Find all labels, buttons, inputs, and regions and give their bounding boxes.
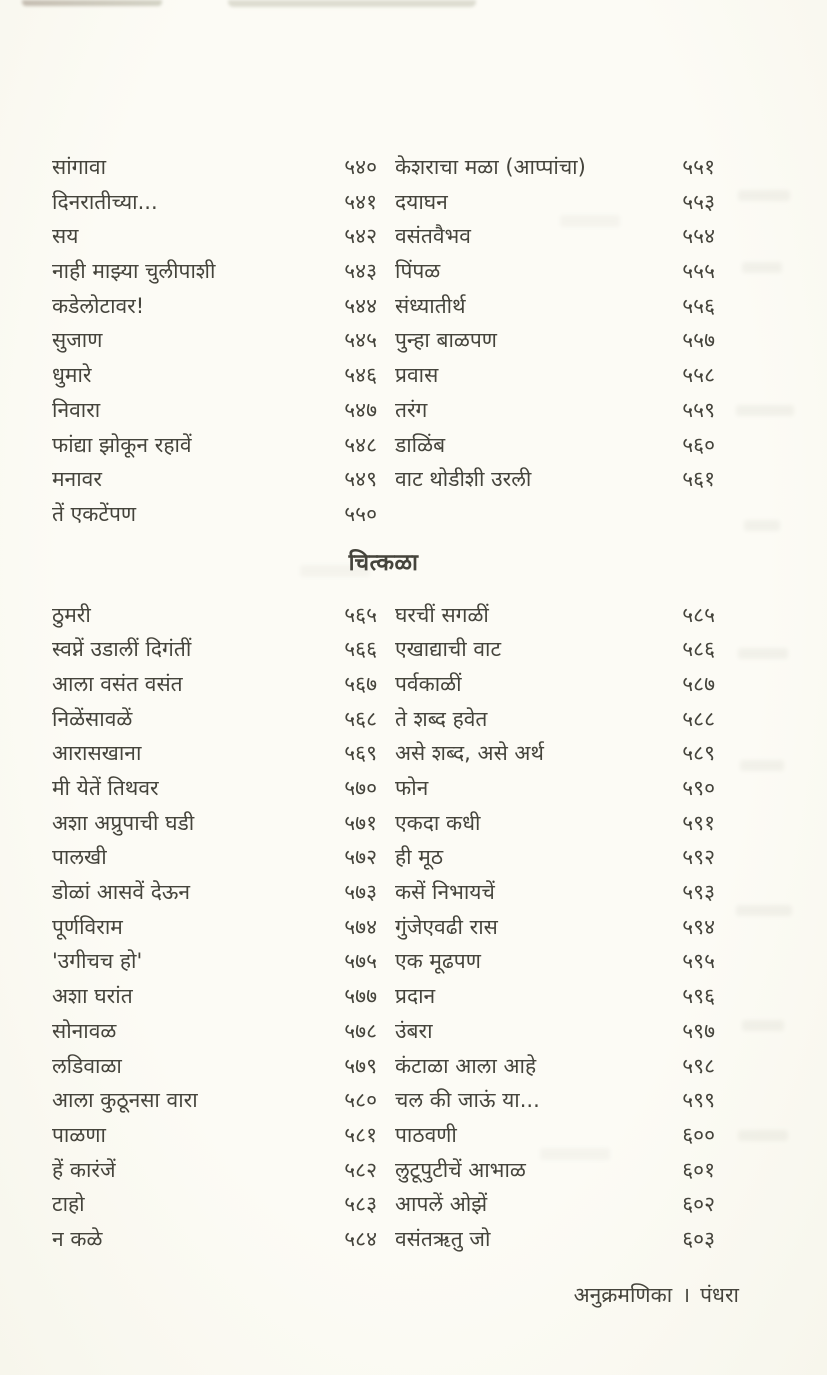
toc-entry-page-left: ५६९ — [344, 741, 377, 766]
toc-entry-title-left: ठुमरी — [52, 602, 91, 627]
toc-entry-title-left: सांगावा — [52, 155, 107, 179]
toc-entry-title-right: कसें निभायचें — [395, 880, 495, 905]
toc-entry-title-right: एखाद्याची वाट — [395, 637, 502, 662]
toc-entry-title-right: चल की जाऊं या... — [395, 1088, 540, 1113]
toc-entry-page-left: ५६७ — [344, 671, 377, 696]
toc-section-1 — [52, 150, 715, 532]
toc-entry-title-left: पूर्णविराम — [52, 914, 123, 939]
toc-entry-page-right: ५९६ — [682, 984, 715, 1009]
toc-entry-title-left: अशा अप्रुपाची घडी — [52, 810, 195, 835]
toc-row — [52, 323, 715, 358]
toc-entry-page-right: ५५८ — [682, 363, 715, 388]
toc-row — [52, 254, 715, 289]
toc-entry-page-left: ५७८ — [344, 1018, 377, 1043]
toc-entry-page-right: ५८५ — [682, 602, 715, 627]
toc-entry-title-left: आला कुठूनसा वारा — [52, 1088, 198, 1113]
toc-entry-page-left: ५७९ — [344, 1053, 377, 1078]
toc-entry-title-left: डोळां आसवें देऊन — [52, 880, 191, 905]
toc-entry-page-right: ५८९ — [682, 741, 715, 766]
toc-entry-title-right: वसंतवैभव — [395, 224, 471, 249]
ink-bleed-mark — [740, 760, 784, 771]
toc-entry-page-left: ५७३ — [344, 880, 377, 905]
toc-entry-title-right: दयाघन — [395, 189, 448, 214]
toc-entry-title-left: हें कारंजें — [52, 1157, 116, 1182]
toc-row — [52, 497, 715, 532]
toc-entry-title-right: डाळिंब — [395, 432, 446, 457]
toc-entry-page-left: ५४९ — [344, 467, 377, 492]
toc-entry-title-right: केशराचा मळा (आप्पांचा) — [395, 155, 586, 179]
toc-entry-title-left: टाहो — [52, 1192, 85, 1217]
toc-row — [52, 1153, 715, 1188]
toc-entry-page-left: ५६८ — [344, 706, 377, 731]
toc-entry-page-left: ५४० — [344, 155, 377, 179]
toc-entry-title-left: मनावर — [52, 467, 102, 492]
toc-entry-page-right: ५९९ — [682, 1088, 715, 1113]
toc-entry-page-left: ५७२ — [344, 845, 377, 870]
section-heading: चित्कळा — [348, 549, 419, 576]
toc-entry-title-right: पर्वकाळीं — [395, 671, 462, 696]
table-of-contents — [52, 150, 715, 1257]
toc-row — [52, 598, 715, 633]
ink-bleed-mark — [736, 905, 792, 916]
toc-entry-title-right: आपलें ओझें — [395, 1192, 488, 1217]
toc-entry-page-left: ५८३ — [344, 1192, 377, 1217]
toc-entry-title-right: पाठवणी — [395, 1122, 457, 1147]
toc-entry-title-left: अशा घरांत — [52, 984, 133, 1009]
toc-row — [52, 358, 715, 393]
toc-entry-page-left: ५८० — [344, 1088, 377, 1113]
toc-row — [52, 944, 715, 979]
ink-bleed-mark — [738, 1130, 788, 1141]
toc-entry-page-left: ५४७ — [344, 397, 377, 422]
toc-row — [52, 771, 715, 806]
toc-entry-page-right: ५५५ — [682, 259, 715, 284]
toc-entry-page-right: ५९७ — [682, 1018, 715, 1043]
toc-rows-section-2 — [52, 598, 715, 1257]
toc-entry-title-left: सय — [52, 224, 79, 249]
toc-entry-title-left: आरासखाना — [52, 741, 142, 766]
ink-bleed-mark — [738, 648, 788, 659]
toc-entry-page-right: ५९१ — [682, 810, 715, 835]
toc-row — [52, 840, 715, 875]
toc-entry-page-left: ५७७ — [344, 984, 377, 1009]
toc-entry-page-right: ५५१ — [682, 155, 715, 179]
toc-row — [52, 462, 715, 497]
toc-entry-title-right: ही मूठ — [395, 845, 444, 870]
toc-entry-page-left: ५४३ — [344, 259, 377, 284]
toc-row — [52, 428, 715, 463]
toc-entry-page-right: ५८६ — [682, 637, 715, 662]
toc-entry-title-left: नाही माझ्या चुलीपाशी — [52, 259, 216, 284]
toc-entry-title-left: आला वसंत वसंत — [52, 671, 183, 696]
toc-row — [52, 1083, 715, 1118]
toc-entry-title-left: मी येतें तिथवर — [52, 776, 159, 800]
toc-entry-title-right: पुन्हा बाळपण — [395, 328, 497, 353]
toc-entry-title-right: तरंग — [395, 397, 428, 422]
toc-entry-page-right: ५६१ — [682, 467, 715, 492]
toc-entry-title-right: संध्यातीर्थ — [395, 293, 466, 318]
toc-entry-page-left: ५४२ — [344, 224, 377, 249]
toc-entry-title-left: न कळे — [52, 1226, 103, 1251]
toc-entry-page-right: ५९३ — [682, 880, 715, 905]
toc-entry-title-right: प्रवास — [395, 363, 439, 388]
toc-entry-page-right: ५५४ — [682, 224, 715, 249]
toc-entry-title-right: वाट थोडीशी उरली — [395, 467, 532, 492]
toc-entry-page-right: ५९० — [682, 776, 715, 800]
toc-row — [52, 632, 715, 667]
toc-entry-page-left: ५७० — [344, 776, 377, 800]
toc-rows-section-1 — [52, 150, 715, 532]
toc-entry-page-left: ५७१ — [344, 810, 377, 835]
toc-entry-title-left: दिनरातीच्या... — [52, 189, 158, 214]
toc-entry-title-left: निळेंसावळें — [52, 706, 133, 731]
toc-entry-title-right: असे शब्द, असे अर्थ — [395, 741, 544, 766]
toc-entry-page-right: ५९२ — [682, 845, 715, 870]
page-footer — [574, 1281, 739, 1309]
toc-entry-page-right: ६०१ — [682, 1157, 715, 1182]
toc-entry-page-left: ५८४ — [344, 1226, 377, 1251]
toc-entry-title-right: उंबरा — [395, 1018, 433, 1043]
toc-entry-title-left: तें एकटेंपण — [52, 501, 137, 526]
toc-entry-page-left: ५८२ — [344, 1157, 377, 1182]
ink-bleed-mark — [742, 262, 782, 273]
toc-entry-title-left: पालखी — [52, 845, 107, 870]
toc-entry-page-right: ५५७ — [682, 328, 715, 353]
toc-entry-title-right: ते शब्द हवेत — [395, 706, 488, 731]
toc-entry-page-right: ५९८ — [682, 1053, 715, 1078]
toc-entry-title-left: 'उगीचच हो' — [52, 949, 143, 974]
scan-edge-smudge — [228, 0, 476, 7]
toc-entry-page-right: ५८७ — [682, 671, 715, 696]
toc-entry-page-left: ५६६ — [344, 637, 377, 662]
toc-entry-page-right: ५८८ — [682, 706, 715, 731]
toc-row — [52, 910, 715, 945]
toc-row — [52, 150, 715, 185]
toc-entry-title-left: स्वप्नें उडालीं दिगंतीं — [52, 637, 192, 662]
toc-entry-title-left: सुजाण — [52, 328, 103, 353]
toc-entry-page-left: ५४६ — [344, 363, 377, 388]
toc-row — [52, 806, 715, 841]
scan-edge-smudge — [22, 0, 162, 6]
toc-entry-title-right: घरचीं सगळीं — [395, 602, 489, 627]
toc-entry-title-left: फांद्या झोकून रहावें — [52, 432, 192, 457]
toc-entry-title-left: धुमारे — [52, 363, 92, 388]
toc-entry-title-left: पाळणा — [52, 1122, 106, 1147]
toc-entry-title-left: कडेलोटावर! — [52, 293, 145, 318]
toc-entry-page-left: ५५० — [344, 501, 377, 526]
toc-entry-page-right: ५५९ — [682, 397, 715, 422]
toc-row — [52, 667, 715, 702]
toc-row — [52, 702, 715, 737]
footer-page-number-word: पंधरा — [700, 1283, 739, 1307]
toc-row — [52, 1222, 715, 1257]
toc-entry-page-left: ५७५ — [344, 949, 377, 974]
toc-row — [52, 289, 715, 324]
toc-entry-page-left: ५४८ — [344, 432, 377, 457]
footer-separator: । — [682, 1283, 691, 1307]
toc-entry-title-left: लडिवाळा — [52, 1053, 122, 1078]
toc-row — [52, 1049, 715, 1084]
toc-entry-page-left: ५४५ — [344, 328, 377, 353]
toc-row — [52, 875, 715, 910]
ink-bleed-mark — [744, 520, 780, 531]
ink-bleed-mark — [736, 405, 794, 416]
toc-row — [52, 219, 715, 254]
toc-entry-title-right: वसंतऋतु जो — [395, 1226, 491, 1251]
toc-entry-page-right: ५५३ — [682, 189, 715, 214]
toc-section-2 — [52, 598, 715, 1257]
ink-bleed-mark — [742, 1020, 784, 1031]
toc-entry-page-left: ५४४ — [344, 293, 377, 318]
toc-entry-title-right: फोन — [395, 776, 429, 800]
toc-entry-title-right: एकदा कधी — [395, 810, 481, 835]
toc-entry-page-left: ५४१ — [344, 189, 377, 214]
toc-entry-title-right: कंटाळा आला आहे — [395, 1053, 537, 1078]
toc-entry-page-right: ६०२ — [682, 1192, 715, 1217]
toc-entry-page-left: ५६५ — [344, 602, 377, 627]
toc-entry-page-right: ६०३ — [682, 1226, 715, 1251]
toc-row — [52, 1187, 715, 1222]
toc-entry-title-right: एक मूढपण — [395, 949, 481, 974]
toc-entry-page-right: ५९५ — [682, 949, 715, 974]
toc-entry-page-right: ५६० — [682, 432, 715, 457]
toc-row — [52, 1014, 715, 1049]
toc-entry-title-right: प्रदान — [395, 984, 436, 1009]
ink-bleed-mark — [738, 190, 790, 201]
footer-section-label: अनुक्रमणिका — [573, 1283, 673, 1307]
toc-entry-title-right: लुटूपुटीचें आभाळ — [395, 1157, 526, 1182]
toc-row — [52, 979, 715, 1014]
toc-entry-title-left: निवारा — [52, 397, 101, 422]
toc-row — [52, 185, 715, 220]
toc-entry-page-left: ५७४ — [344, 914, 377, 939]
toc-entry-page-right: ५५६ — [682, 293, 715, 318]
toc-entry-title-right: गुंजेएवढी रास — [395, 914, 498, 939]
toc-entry-page-right: ६०० — [682, 1122, 715, 1147]
toc-entry-title-right: पिंपळ — [395, 259, 441, 284]
toc-row — [52, 393, 715, 428]
toc-entry-page-right: ५९४ — [682, 914, 715, 939]
toc-entry-title-left: सोनावळ — [52, 1018, 117, 1043]
toc-row — [52, 736, 715, 771]
toc-row — [52, 1118, 715, 1153]
toc-entry-page-left: ५८१ — [344, 1122, 377, 1147]
